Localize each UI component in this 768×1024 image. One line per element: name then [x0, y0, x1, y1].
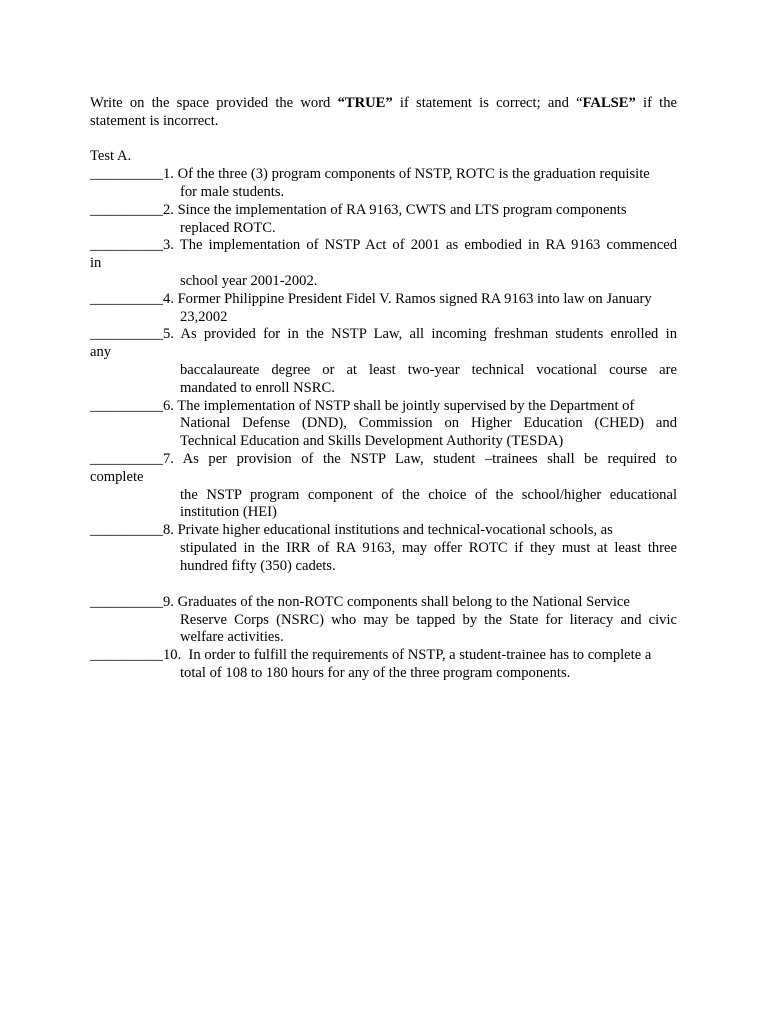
instructions-line-1: Write on the space provided the word “TRUE” if statement is correct; and “FALSE” if the: [90, 95, 677, 111]
test-title: Test A.: [90, 148, 132, 164]
item-9-line-1: __________9. Graduates of the non-ROTC components shall belong to the National Service: [90, 594, 630, 610]
false-keyword: FALSE”: [582, 95, 636, 111]
item-8-line-2: stipulated in the IRR of RA 9163, may offer ROTC if they must at least three: [180, 540, 677, 556]
item-9-line-3: welfare activities.: [180, 629, 284, 645]
item-6-line-3: Technical Education and Skills Development Authority (TESDA): [180, 433, 564, 449]
item-6-line-1: __________6. The implementation of NSTP shall be jointly supervised by the Department of: [90, 398, 635, 414]
item-5-line-2: any: [90, 344, 112, 360]
item-7-line-2: complete: [90, 469, 144, 485]
item-5-line-4: mandated to enroll NSRC.: [180, 380, 335, 396]
item-8-line-3: hundred fifty (350) cadets.: [180, 558, 336, 574]
true-keyword: “TRUE”: [337, 95, 393, 111]
item-5-line-1: __________5. As provided for in the NSTP Law, all incoming freshman students enrolled in: [90, 326, 677, 342]
item-3-line-1: __________3. The implementation of NSTP Act of 2001 as embodied in RA 9163 commenced: [90, 237, 677, 253]
item-7-line-3: the NSTP program component of the choice of the school/higher educational: [180, 487, 677, 503]
item-6-line-2: National Defense (DND), Commission on Higher Education (CHED) and: [180, 415, 677, 431]
item-5-line-3: baccalaureate degree or at least two-year technical vocational course are: [180, 362, 677, 378]
item-3-line-2: in: [90, 255, 102, 271]
item-2-line-1: __________2. Since the implementation of RA 9163, CWTS and LTS program components: [90, 202, 627, 218]
item-7-line-1: __________7. As per provision of the NSTP Law, student –trainees shall be required to: [90, 451, 677, 467]
item-4-line-2: 23,2002: [180, 309, 228, 325]
item-3-line-3: school year 2001-2002.: [180, 273, 318, 289]
item-7-line-4: institution (HEI): [180, 504, 277, 520]
item-9-line-2: Reserve Corps (NSRC) who may be tapped by the State for literacy and civic: [180, 612, 677, 628]
instructions-line-2: statement is incorrect.: [90, 113, 219, 129]
item-1-line-1: __________1. Of the three (3) program components of NSTP, ROTC is the graduation requisite: [90, 166, 650, 182]
item-2-line-2: replaced ROTC.: [180, 220, 276, 236]
item-1-line-2: for male students.: [180, 184, 285, 200]
item-10-line-2: total of 108 to 180 hours for any of the three program components.: [180, 665, 571, 681]
item-4-line-1: __________4. Former Philippine President Fidel V. Ramos signed RA 9163 into law on January: [90, 291, 652, 307]
item-10-line-1: __________10. In order to fulfill the requirements of NSTP, a student-trainee has to complete a: [90, 647, 652, 663]
item-8-line-1: __________8. Private higher educational institutions and technical-vocational schools, as: [90, 522, 613, 538]
